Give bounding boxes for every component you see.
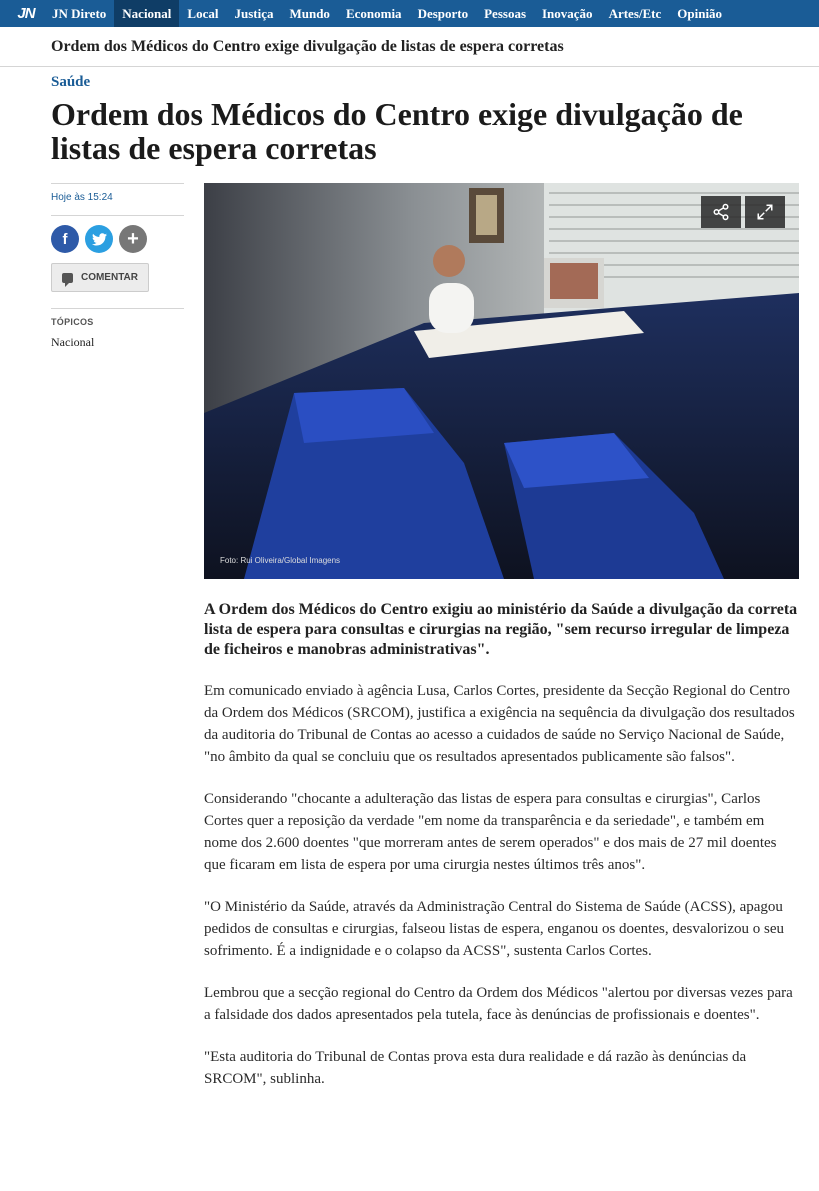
body-paragraph: Em comunicado enviado à agência Lusa, Carlos Cortes, presidente da Secção Regional do Centro da Ordem dos Médicos (SRCOM), justifica a exigência na sequência da divulgação dos resultados da auditoria do Tribunal de Contas ao acesso a cuidados de saúde no Serviço Nacional de Saúde, "no âmbito da qual se concluiu que os resultados apresentados publicamente são falsos". <box>204 683 795 765</box>
share-icon <box>712 203 730 221</box>
share-buttons <box>51 216 184 262</box>
nav-item-inovacao[interactable]: Inovação <box>542 5 593 21</box>
nav-item-pessoas[interactable]: Pessoas <box>484 5 526 21</box>
nav-item-opiniao[interactable]: Opinião <box>677 5 723 21</box>
article-photo <box>204 183 799 579</box>
share-photo-button[interactable] <box>701 196 741 228</box>
sticky-title: Ordem dos Médicos do Centro exige divulgação de listas de espera corretas <box>51 37 564 55</box>
body-paragraph: Considerando "chocante a adulteração das listas de espera para consultas e cirurgias", Carlos Cortes quer a reposição da verdade "em nome da transparência e da seriedade", e também em nome dos 2.600 doentes "que morreram antes de serem operados" e dos mais de 27 mil doentes que ficaram em lista de espera por uma cirurgia nestes últimos três anos". <box>204 791 777 873</box>
divider <box>51 308 184 309</box>
topics-label: TÓPICOS <box>51 317 94 327</box>
expand-icon <box>756 203 774 221</box>
top-navigation <box>0 0 819 27</box>
nav-item-justica[interactable]: Justiça <box>234 5 274 21</box>
twitter-icon <box>92 233 107 246</box>
article-meta <box>51 183 184 350</box>
nav-item-economia[interactable]: Economia <box>345 5 402 21</box>
comment-icon <box>62 273 73 283</box>
twitter-share-button[interactable] <box>85 225 113 253</box>
article-lead: A Ordem dos Médicos do Centro exigiu ao ministério da Saúde a divulgação da correta lista de espera para consultas e cirurgias na região, "sem recurso irregular de limpeza de ficheiros e manobras administrativas". <box>204 601 798 658</box>
photo-credit: Foto: Rui Oliveira/Global Imagens <box>220 556 341 565</box>
section-label[interactable]: Saúde <box>51 74 91 90</box>
logo[interactable]: JN <box>17 5 35 22</box>
nav-item-local[interactable]: Local <box>187 5 219 21</box>
body-paragraph: "O Ministério da Saúde, através da Administração Central do Sistema de Saúde (ACSS), apagou pedidos de consultas e cirurgias, falseou listas de espera, enganou os doentes, desvalorizou o seu sofrimento. É a indignidade e o colapso da ACSS", sustenta Carlos Cortes. <box>204 899 784 959</box>
facebook-share-button[interactable] <box>51 225 79 253</box>
facebook-icon: f <box>62 230 68 248</box>
comment-button[interactable] <box>51 263 149 292</box>
nav-item-jn-direto[interactable]: JN Direto <box>52 5 107 21</box>
office-photo-illustration <box>204 183 799 579</box>
more-share-button[interactable] <box>119 225 147 253</box>
expand-photo-button[interactable] <box>745 196 785 228</box>
comment-label: COMENTAR <box>80 272 138 283</box>
nav-item-mundo[interactable]: Mundo <box>289 5 330 21</box>
article-body <box>204 680 800 1110</box>
nav-item-nacional[interactable]: Nacional <box>114 0 179 27</box>
topic-link[interactable]: Nacional <box>51 335 95 349</box>
plus-icon: + <box>127 228 139 250</box>
nav-item-desporto[interactable]: Desporto <box>417 5 469 21</box>
sticky-title-bar <box>0 27 819 67</box>
body-paragraph: "Esta auditoria do Tribunal de Contas prova esta dura realidade e dá razão às denúncias da SRCOM", sublinha. <box>204 1049 747 1087</box>
article-headline: Ordem dos Médicos do Centro exige divulgação de listas de espera corretas <box>51 96 743 166</box>
publish-time: Hoje às 15:24 <box>51 192 113 203</box>
nav-item-artes[interactable]: Artes/Etc <box>608 5 662 21</box>
body-paragraph: Lembrou que a secção regional do Centro da Ordem dos Médicos "alertou por diversas vezes para a falsidade dos dados apresentados pela tutela, face às denúncias de profissionais e doentes". <box>204 985 793 1023</box>
